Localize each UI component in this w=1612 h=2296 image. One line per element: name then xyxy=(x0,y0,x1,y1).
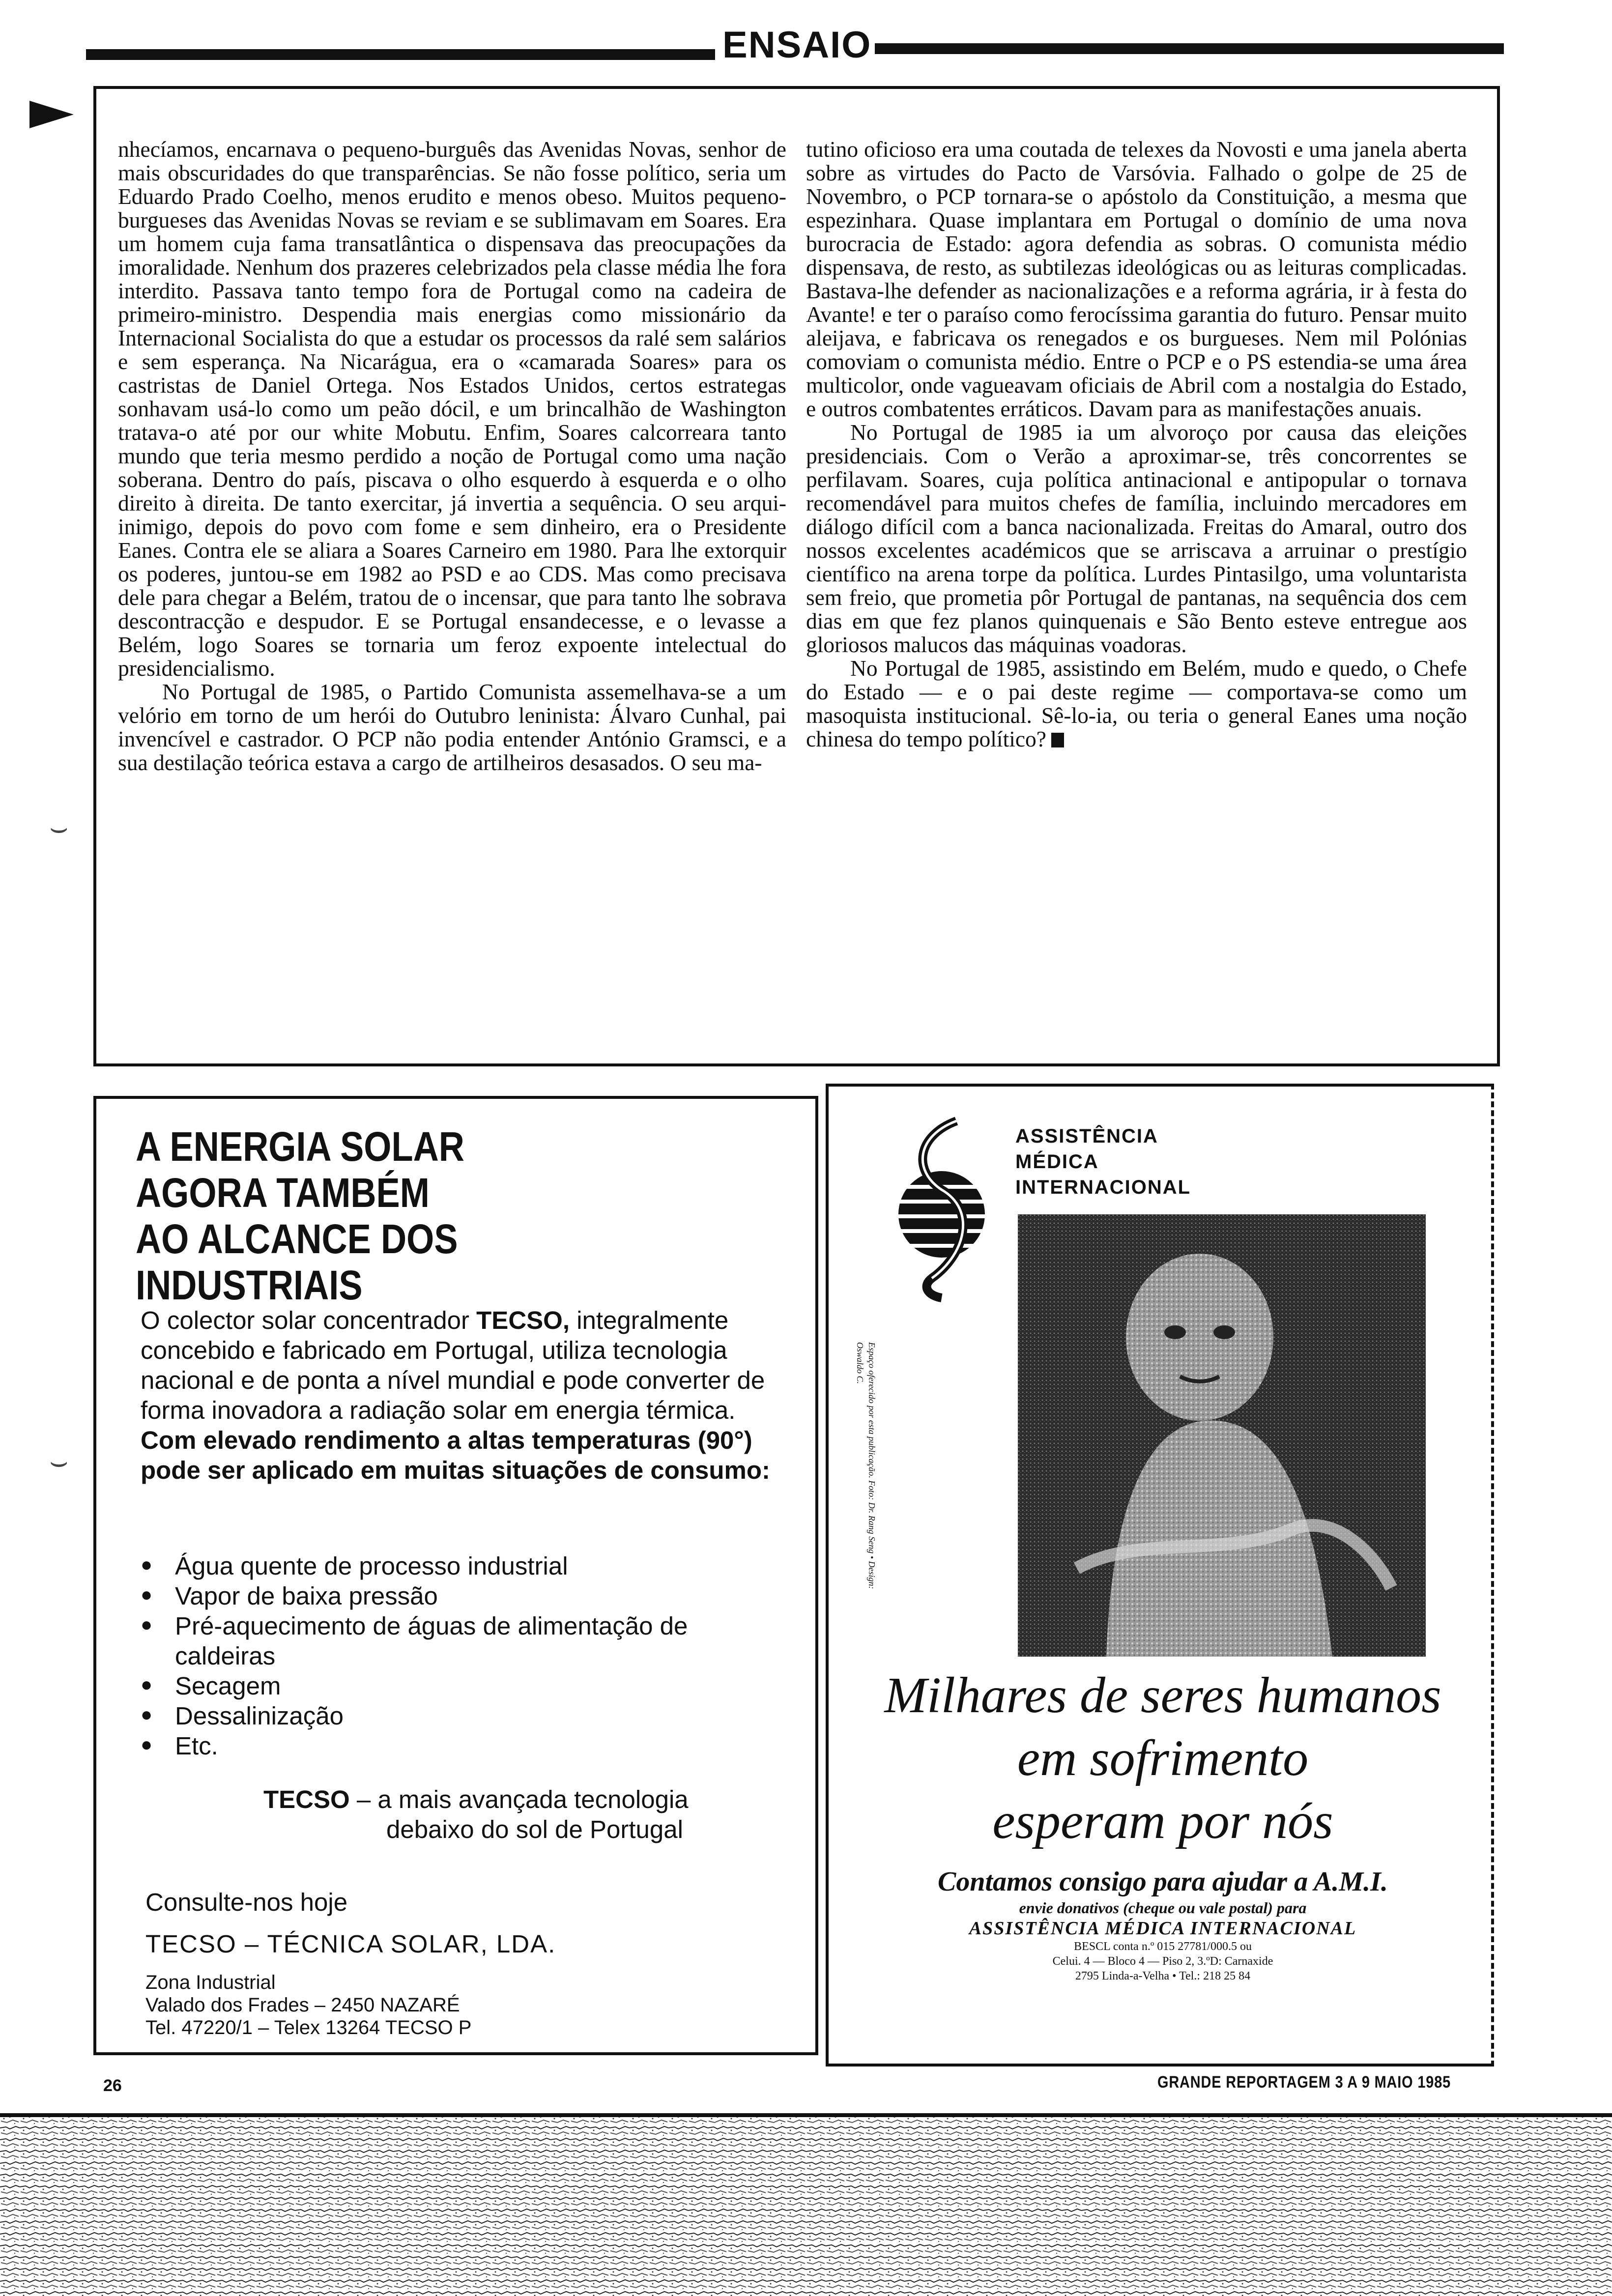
address-line: Zona Industrial xyxy=(145,1972,276,1993)
ami-slogan xyxy=(858,1664,1468,1853)
tagline-line-2: debaixo do sol de Portugal xyxy=(386,1815,683,1843)
ad-intro-brand: TECSO, xyxy=(476,1306,570,1334)
publication-footer: GRANDE REPORTAGEM 3 A 9 MAIO 1985 xyxy=(1157,2073,1451,2092)
binding-mark-icon: ⌣ xyxy=(49,811,69,844)
org-name-line: ASSISTÊNCIA xyxy=(1015,1125,1158,1147)
article-paragraph-text: No Portugal de 1985, assistindo em Belém, mudo e quedo, o Chefe do Estado — e o pai deste regime — comportava-se como um masoquista institucional. Sê-lo-ia, ou teria o general Eanes uma noção chinesa do tempo político? xyxy=(806,656,1467,751)
ad-headline-line: A ENERGIA SOLAR xyxy=(136,1123,464,1170)
page-number: 26 xyxy=(103,2076,122,2095)
tagline-brand: TECSO xyxy=(263,1785,350,1813)
tagline-line-1: – a mais avançada tecnologia xyxy=(349,1785,689,1813)
contact-line: 2795 Linda-a-Velha • Tel.: 218 25 84 xyxy=(1075,1970,1251,1982)
list-item: ● Secagem xyxy=(141,1671,789,1701)
list-item: ● Pré-aquecimento de águas de alimentação de caldeiras xyxy=(141,1611,789,1671)
ad-intro-body: integralmente concebido e fabricado em Portugal, utiliza tecnologia nacional e de ponta a nível mundial e pode converter de forma inovadora a radiação solar em energia térmica. xyxy=(141,1306,765,1424)
address-line: Valado dos Frades – 2450 NAZARÉ xyxy=(145,1994,460,2016)
contact-line: ASSISTÊNCIA MÉDICA INTERNACIONAL xyxy=(969,1918,1357,1939)
ad-intro xyxy=(141,1305,789,1485)
ad-tagline xyxy=(263,1784,755,1844)
org-name-line: MÉDICA xyxy=(1015,1151,1099,1173)
ad-intro-prefix: O colector solar concentrador xyxy=(141,1306,477,1334)
slogan-line: em sofrimento xyxy=(1017,1730,1309,1786)
uses-list xyxy=(141,1551,789,1761)
list-item: ● Dessalinização xyxy=(141,1701,789,1731)
ami-logo-icon xyxy=(883,1116,1001,1303)
article-right-column xyxy=(806,138,1467,751)
arrow-marker-icon xyxy=(29,101,74,128)
contact-line: Celui. 4 — Bloco 4 — Piso 2, 3.ºD: Carnaxide xyxy=(1052,1955,1273,1968)
ami-contact-info xyxy=(858,1866,1468,1983)
ad-headline xyxy=(136,1123,685,1308)
company-name: TECSO – TÉCNICA SOLAR, LDA. xyxy=(145,1930,556,1958)
ad-headline-line: AGORA TAMBÉM xyxy=(136,1170,430,1216)
org-name-line: INTERNACIONAL xyxy=(1015,1177,1191,1198)
ad-intro-bold: Com elevado rendimento a altas temperaturas (90°) pode ser aplicado em muitas situações de consumo: xyxy=(141,1426,771,1484)
address-line: Tel. 47220/1 – Telex 13264 TECSO P xyxy=(145,2017,472,2038)
company-address xyxy=(145,1971,471,2039)
ami-advertisement xyxy=(826,1084,1494,2066)
solar-energy-advertisement xyxy=(93,1096,818,2055)
photo-credit-text: Espaço oferecido por esta publicação. Foto: Dr. Rang Seng • Design: Oswaldo C. xyxy=(855,1342,877,1589)
ami-org-name xyxy=(1015,1123,1191,1200)
article-paragraph: No Portugal de 1985 ia um alvoroço por causa das eleições presidenciais. Com o Verão a aproximar-se, três concorrentes se perfilavam. Soares, cuja política antinacional e antipopular o tornava recomendável para muitos chefes de família, incluindo mercadores em diálogo difícil com a banca nacionalizada. Freitas do Amaral, outro dos nossos excelentes académicos que se arriscava a arruinar o prestígio científico na arena torpe da política. Lurdes Pintasilgo, uma voluntarista sem freio, que prometia pôr Portugal de pantanas, na sequência dos cem dias em que fez planos quinquenais e São Bento esteve entregue aos gloriosos malucos das máquinas voadoras. xyxy=(806,420,1467,657)
header-rule-right xyxy=(875,43,1504,54)
contact-line: BESCL conta n.º 015 27781/000.5 ou xyxy=(1074,1940,1252,1953)
article-paragraph: nhecíamos, encarnava o pequeno-burguês das Avenidas Novas, senhor de mais obscuridades do que transparências. Se não fosse político, seria um Eduardo Prado Coelho, menos erudito e menos obeso. Muitos pequeno-burgueses das Avenidas Novas se reviam e se sublimavam em Soares. Era um homem cuja fama transatlântica o dispensava das preocupações da imoralidade. Nenhum dos prazeres celebrizados pela classe média lhe fora interdito. Passava tanto tempo fora de Portugal como na cadeira de primeiro-ministro. Despendia mais energias como missionário da Internacional Socialista do que a estudar os processos da ralé sem salários e sem esperança. Na Nicarágua, era o «camarada Soares» para os castristas de Daniel Ortega. Nos Estados Unidos, certos estrategas sonhavam usá-lo como um peão dócil, e um brincalhão de Washington tratava-o até por our white Mobutu. Enfim, Soares calcorreara tanto mundo que teria mesmo perdido a noção de Portugal como uma nação soberana. Dentro do país, piscava o olho esquerdo à esquerda e o olho direito à direita. De tanto exercitar, já invertia a sequência. O seu arqui-inimigo, depois do povo com fome e sem dinheiro, era o Presidente Eanes. Contra ele se aliara a Soares Carneiro em 1980. Para lhe extorquir os poderes, juntou-se em 1982 ao PSD e ao CDS. Mas como precisava dele para chegar a Belém, tratou de o incensar, que para tanto lhe sobrava descontracção e despudor. E se Portugal ensandecesse, e o levasse a Belém, logo Soares se tornaria um feroz expoente intelectual do presidencialismo. xyxy=(118,137,786,681)
article-paragraph: tutino oficioso era uma coutada de telexes da Novosti e uma janela aberta sobre as virtudes do Pacto de Varsóvia. Falhado o golpe de 25 de Novembro, o PCP tornara-se o apóstolo da Constituição, a mesma que espezinhara. Quase implantara em Portugal o domínio de uma nova burocracia de Estado: agora defendia as sobras. O comunista médio dispensava, de resto, as subtilezas ideológicas ou as leituras complicadas. Bastava-lhe defender as nacionalizações e a reforma agrária, ir à festa do Avante! e ter o paraíso como ferocíssima garantia do futuro. Pensar muito aleijava, e fabricava os renegados e os burgueses. Nem mil Polónias comoviam o comunista médio. Entre o PCP e o PS estendia-se uma área multicolor, onde vagueavam oficiais de Abril com a nostalgia do Estado, e outros combatentes erráticos. Davam para as manifestações anuais. xyxy=(806,137,1467,421)
contact-line: Contamos consigo para ajudar a A.M.I. xyxy=(938,1866,1388,1897)
list-item: ● Vapor de baixa pressão xyxy=(141,1581,789,1611)
ad-call-to-action: Consulte-nos hoje xyxy=(145,1888,348,1916)
binding-mark-icon: ⌣ xyxy=(49,1445,69,1478)
slogan-line: esperam por nós xyxy=(992,1793,1333,1849)
list-item: ● Água quente de processo industrial xyxy=(141,1551,789,1581)
article-left-column xyxy=(118,138,786,775)
ad-headline-line: AO ALCANCE DOS INDUSTRIAIS xyxy=(136,1216,458,1308)
slogan-line: Milhares de seres humanos xyxy=(884,1667,1441,1723)
header-rule-left xyxy=(86,49,715,60)
scan-edge-noise xyxy=(0,2113,1612,2296)
list-item: ● Etc. xyxy=(141,1731,789,1761)
child-photo xyxy=(1018,1214,1426,1657)
end-of-article-icon xyxy=(1051,733,1064,747)
contact-line: envie donativos (cheque ou vale postal) para xyxy=(1019,1899,1307,1917)
section-title: ENSAIO xyxy=(722,24,872,66)
article-paragraph: No Portugal de 1985, o Partido Comunista assemelhava-se a um velório em torno de um herói do Outubro leninista: Álvaro Cunhal, pai invencível e castrador. O PCP não podia entender António Gramsci, e a sua destilação teórica estava a cargo de artilheiros desasados. O seu ma- xyxy=(118,679,786,775)
article-paragraph xyxy=(806,657,1467,751)
photo-credit xyxy=(848,1342,883,1598)
